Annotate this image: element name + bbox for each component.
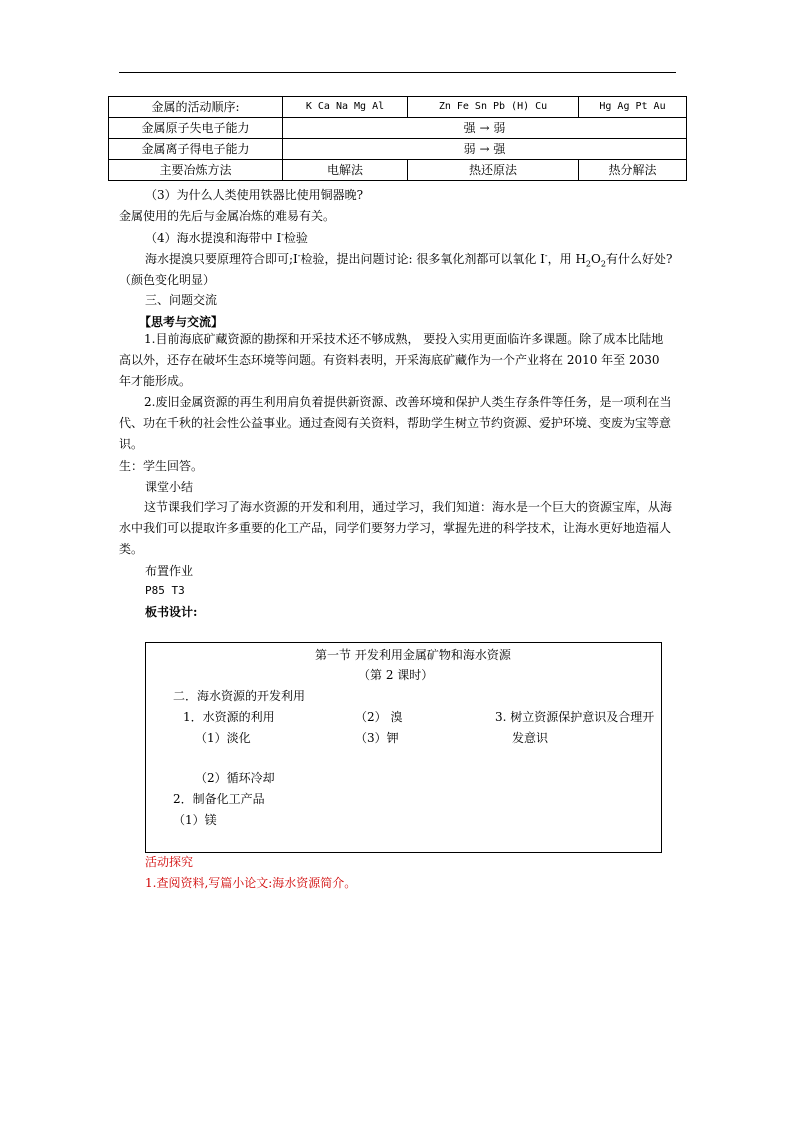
table-cell: 金属的活动顺序: bbox=[109, 97, 283, 118]
table-row bbox=[109, 97, 687, 118]
homework-item: P85 T3 bbox=[145, 584, 185, 597]
table-cell: 热还原法 bbox=[408, 160, 579, 181]
board-design-title: 板书设计: bbox=[145, 605, 198, 619]
student-answer: 生：学生回答。 bbox=[119, 459, 204, 473]
metal-activity-table bbox=[108, 96, 687, 181]
board-item: （2）循环冷却 bbox=[195, 771, 275, 785]
table-row bbox=[109, 160, 687, 181]
table-cell: 热分解法 bbox=[579, 160, 687, 181]
board-title: 第一节 开发利用金属矿物和海水资源 bbox=[315, 648, 511, 662]
answer-3: 金属使用的先后与金属冶炼的难易有关。 bbox=[119, 209, 336, 223]
think-heading: 【思考与交流】 bbox=[139, 315, 224, 329]
table-row bbox=[109, 139, 687, 160]
table-cell: 金属原子失电子能力 bbox=[109, 118, 283, 139]
board-item: （1）淡化 bbox=[195, 731, 251, 745]
paragraph-1: 1.目前海底矿藏资源的勘探和开采技术还不够成熟， 要投入实用更面临许多课题。除了成本比陆地高以外，还存在破坏生态环境等问题。有资料表明，开采海底矿藏作为一个产业将在 2010 年至 2030 年才能形成。 bbox=[119, 332, 664, 388]
superscript: - bbox=[281, 230, 284, 239]
summary-paragraph: 这节课我们学习了海水资源的开发和利用，通过学习，我们知道：海水是一个巨大的资源宝库，从海水中我们可以提取许多重要的化工产品，同学们要努力学习，掌握先进的科学技术，让海水更好地造福人类。 bbox=[119, 500, 673, 556]
paragraph-4-note: （颜色变化明显） bbox=[119, 273, 216, 287]
board-item: （3）钾 bbox=[355, 731, 399, 745]
board-item: 3. 树立资源保护意识及合理开 bbox=[495, 710, 655, 724]
table-cell: K Ca Na Mg Al bbox=[283, 97, 408, 118]
superscript: - bbox=[544, 251, 548, 260]
table-cell: 主要冶炼方法 bbox=[109, 160, 283, 181]
question-3: （3）为什么人类使用铁器比使用铜器晚? bbox=[145, 188, 364, 202]
board-item: 1．水资源的利用 bbox=[183, 710, 275, 724]
question-4-text: （4）海水提溴和海带中 I bbox=[145, 231, 282, 245]
activity-title: 活动探究 bbox=[145, 855, 194, 869]
board-subtitle: （第 2 课时） bbox=[358, 668, 434, 682]
paragraph-4-text: 检验，提出问题讨论: 很多氧化剂都可以氧化 I bbox=[300, 252, 545, 266]
paragraph-4-text: 有什么好处? bbox=[605, 252, 673, 266]
paragraph-4-text: ，用 H bbox=[547, 252, 586, 266]
paragraph-4-text: 海水提溴只要原理符合即可;I bbox=[145, 252, 298, 266]
table-cell: Zn Fe Sn Pb (H) Cu bbox=[408, 97, 579, 118]
paragraph-4 bbox=[145, 251, 672, 267]
question-4 bbox=[145, 230, 308, 246]
board-section-2: 二．海水资源的开发利用 bbox=[173, 689, 306, 703]
homework-title: 布置作业 bbox=[145, 564, 194, 578]
subscript: 2 bbox=[600, 259, 606, 269]
paragraph-2: 2.废旧金属资源的再生利用肩负着提供新资源、改善环境和保护人类生存条件等任务，是一项利在当代、功在千秋的社会性公益事业。通过查阅有关资料，帮助学生树立节约资源、爱护环境、变废为宝等意识。 bbox=[119, 395, 672, 451]
activity-item: 1.查阅资料,写篇小论文:海水资源简介。 bbox=[145, 876, 357, 890]
paragraph-4-text: O bbox=[591, 252, 601, 266]
table-row bbox=[109, 118, 687, 139]
section-3-title: 三、问题交流 bbox=[145, 293, 218, 307]
board-design-box bbox=[145, 642, 662, 853]
subscript: 2 bbox=[585, 259, 591, 269]
question-4-text: 检验 bbox=[283, 231, 308, 245]
header-rule bbox=[119, 72, 676, 73]
board-item: 发意识 bbox=[512, 731, 549, 745]
board-item: （2） 溴 bbox=[355, 710, 403, 724]
table-cell: 强 → 弱 bbox=[283, 118, 687, 139]
table-cell: 电解法 bbox=[283, 160, 408, 181]
table-cell: Hg Ag Pt Au bbox=[579, 97, 687, 118]
board-item: （1）镁 bbox=[173, 813, 217, 827]
table-cell: 金属离子得电子能力 bbox=[109, 139, 283, 160]
summary-title: 课堂小结 bbox=[145, 480, 194, 494]
board-item: 2．制备化工产品 bbox=[173, 792, 265, 806]
table-cell: 弱 → 强 bbox=[283, 139, 687, 160]
superscript: - bbox=[297, 251, 301, 260]
